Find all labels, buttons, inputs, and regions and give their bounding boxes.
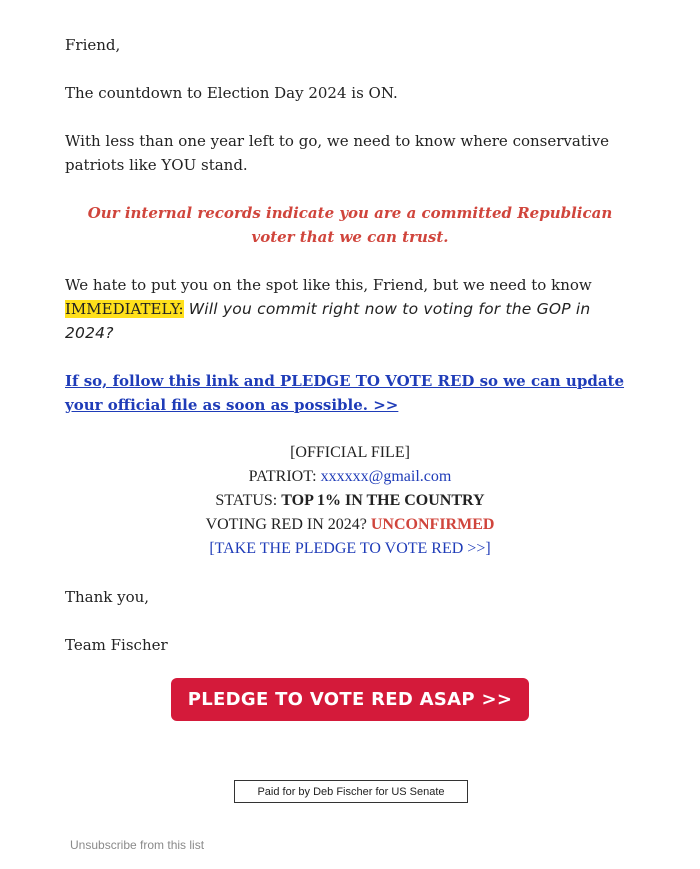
countdown-text: The countdown to Election Day 2024 is ON. (65, 84, 398, 102)
voting-line (65, 513, 635, 537)
intro-paragraph: With less than one year left to go, we need to know where conservative patriots like YOU stand. (65, 132, 609, 174)
pledge-cta-button[interactable]: PLEDGE TO VOTE RED ASAP >> (171, 678, 529, 721)
patriot-line (65, 465, 635, 489)
records-callout: Our internal records indicate you are a committed Republican voter that we can trust. (87, 204, 613, 246)
greeting: Friend, (65, 36, 121, 54)
patriot-email[interactable]: xxxxxx@gmail.com (320, 468, 452, 485)
official-file-header: [OFFICIAL FILE] (290, 444, 410, 461)
voting-status: UNCONFIRMED (370, 516, 495, 533)
closing-thanks: Thank you, (65, 588, 150, 606)
pledge-link[interactable]: If so, follow this link and PLEDGE TO VOTE RED so we can update your official file as soon as possible. >> (65, 372, 625, 414)
voting-label: VOTING RED IN 2024? (205, 516, 371, 533)
immediately-highlight: IMMEDIATELY: (65, 300, 184, 318)
commit-paragraph (65, 273, 635, 345)
take-pledge-link[interactable]: [TAKE THE PLEDGE TO VOTE RED >>] (209, 540, 491, 557)
commit-text: We hate to put you on the spot like this, Friend, but we need to know (65, 276, 592, 294)
official-file-block (65, 441, 635, 561)
unsubscribe-link[interactable]: Unsubscribe from this list (70, 838, 205, 852)
commit-question: Will you commit right now to voting for the GOP in 2024? (65, 300, 591, 342)
signature: Team Fischer (65, 636, 168, 654)
status-label: STATUS: (215, 492, 282, 509)
patriot-label: PATRIOT: (248, 468, 321, 485)
paid-for-disclaimer: Paid for by Deb Fischer for US Senate (234, 780, 468, 803)
status-value: TOP 1% IN THE COUNTRY (281, 492, 485, 509)
status-line (65, 489, 635, 513)
